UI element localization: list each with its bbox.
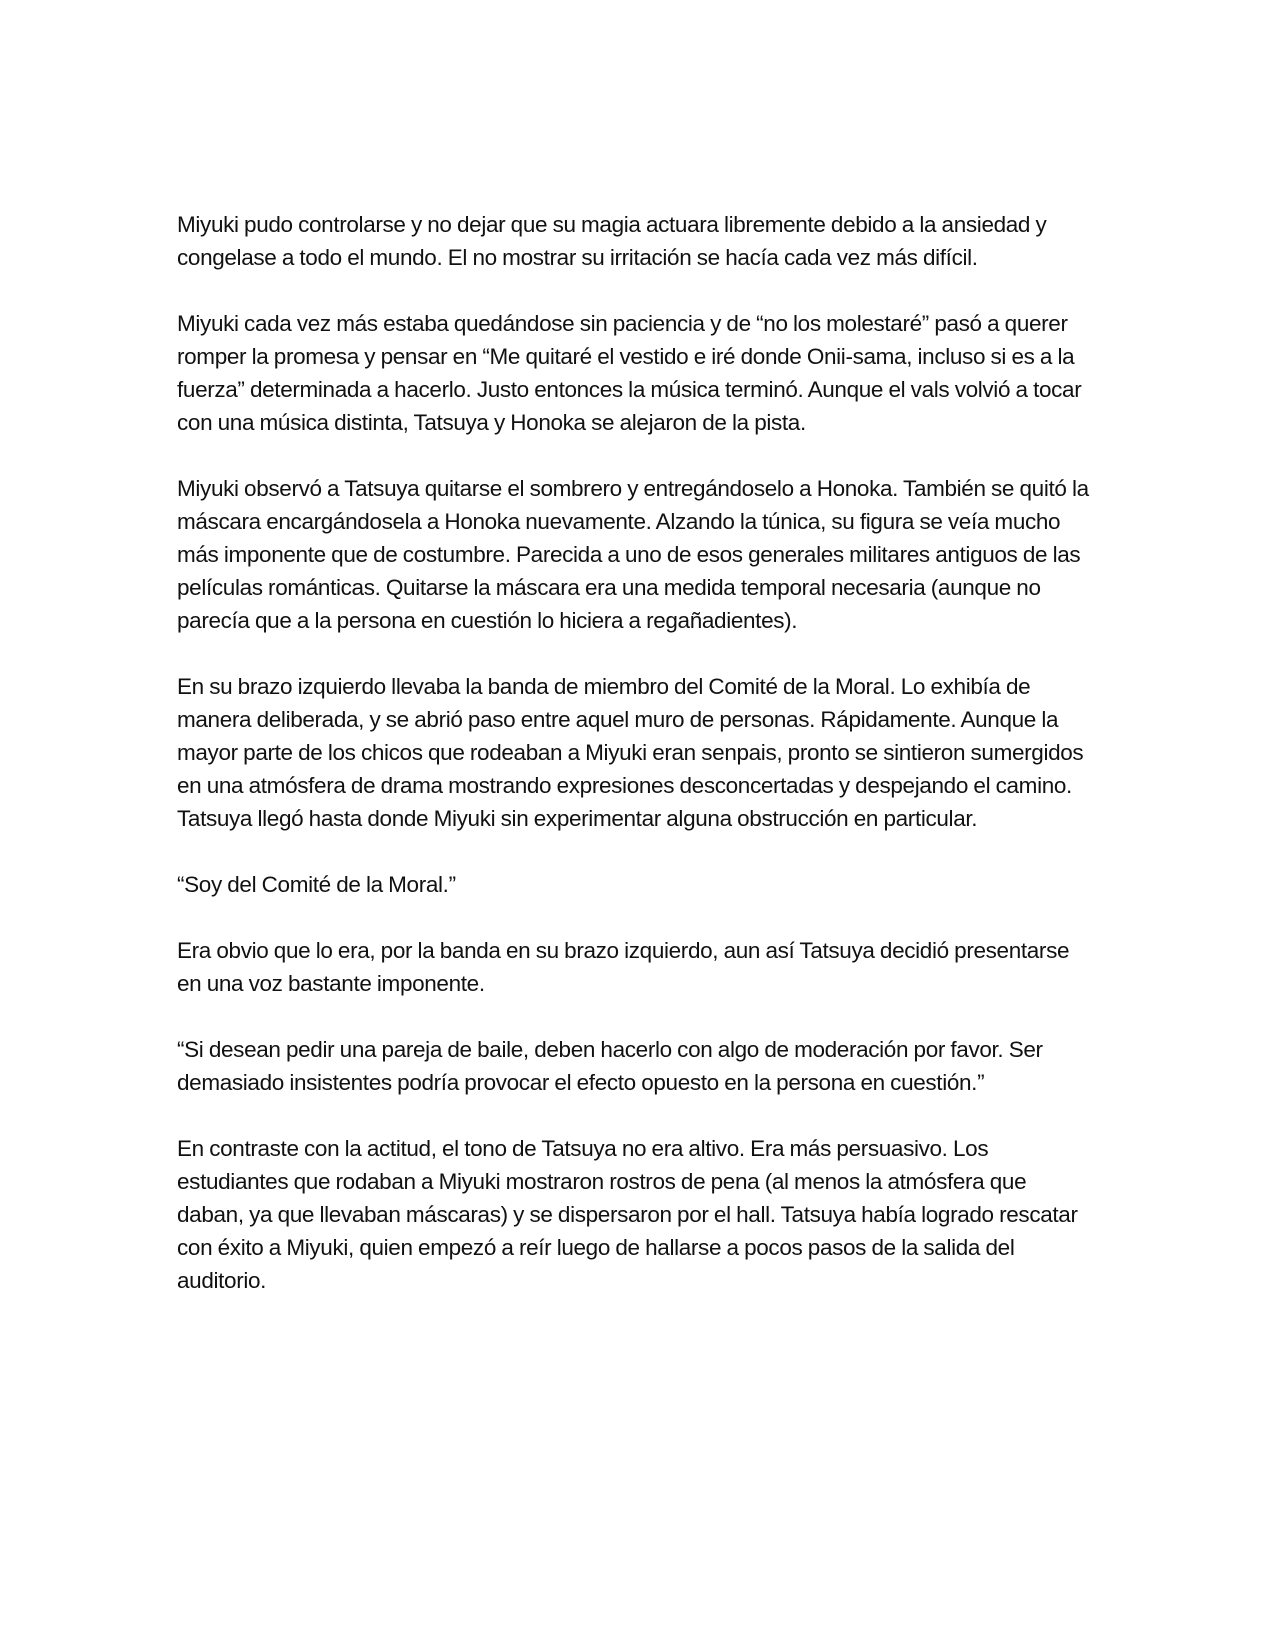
paragraph: “Si desean pedir una pareja de baile, deben hacerlo con algo de moderación por favor. Ser demasiado insistentes podría provocar el efecto opuesto en la persona en cuestión.” <box>177 1037 1043 1095</box>
paragraph: “Soy del Comité de la Moral.” <box>177 872 456 897</box>
paragraph: Era obvio que lo era, por la banda en su brazo izquierdo, aun así Tatsuya decidió presentarse en una voz bastante imponente. <box>177 938 1070 996</box>
paragraph: Miyuki observó a Tatsuya quitarse el sombrero y entregándoselo a Honoka. También se quitó la máscara encargándosela a Honoka nuevamente. Alzando la túnica, su figura se veía mucho más imponente que de costumbre. Parecida a uno de esos generales militares antiguos de las películas románticas. Quitarse la máscara era una medida temporal necesaria (aunque no parecía que a la persona en cuestión lo hiciera a regañadientes). <box>177 476 1089 633</box>
paragraph: Miyuki cada vez más estaba quedándose sin paciencia y de “no los molestaré” pasó a querer romper la promesa y pensar en “Me quitaré el vestido e iré donde Onii-sama, incluso si es a la fuerza” determinada a hacerlo. Justo entonces la música terminó. Aunque el vals volvió a tocar con una música distinta, Tatsuya y Honoka se alejaron de la pista. <box>177 311 1082 435</box>
document-body <box>177 208 1097 1297</box>
paragraph: En su brazo izquierdo llevaba la banda de miembro del Comité de la Moral. Lo exhibía de manera deliberada, y se abrió paso entre aquel muro de personas. Rápidamente. Aunque la mayor parte de los chicos que rodeaban a Miyuki eran senpais, pronto se sintieron sumergidos en una atmósfera de drama mostrando expresiones desconcertadas y despejando el camino. Tatsuya llegó hasta donde Miyuki sin experimentar alguna obstrucción en particular. <box>177 674 1084 831</box>
paragraph: Miyuki pudo controlarse y no dejar que su magia actuara libremente debido a la ansiedad y congelase a todo el mundo. El no mostrar su irritación se hacía cada vez más difícil. <box>177 212 1047 270</box>
paragraph: En contraste con la actitud, el tono de Tatsuya no era altivo. Era más persuasivo. Los estudiantes que rodaban a Miyuki mostraron rostros de pena (al menos la atmósfera que daban, ya que llevaban máscaras) y se dispersaron por el hall. Tatsuya había logrado rescatar con éxito a Miyuki, quien empezó a reír luego de hallarse a pocos pasos de la salida del auditorio. <box>177 1136 1078 1293</box>
